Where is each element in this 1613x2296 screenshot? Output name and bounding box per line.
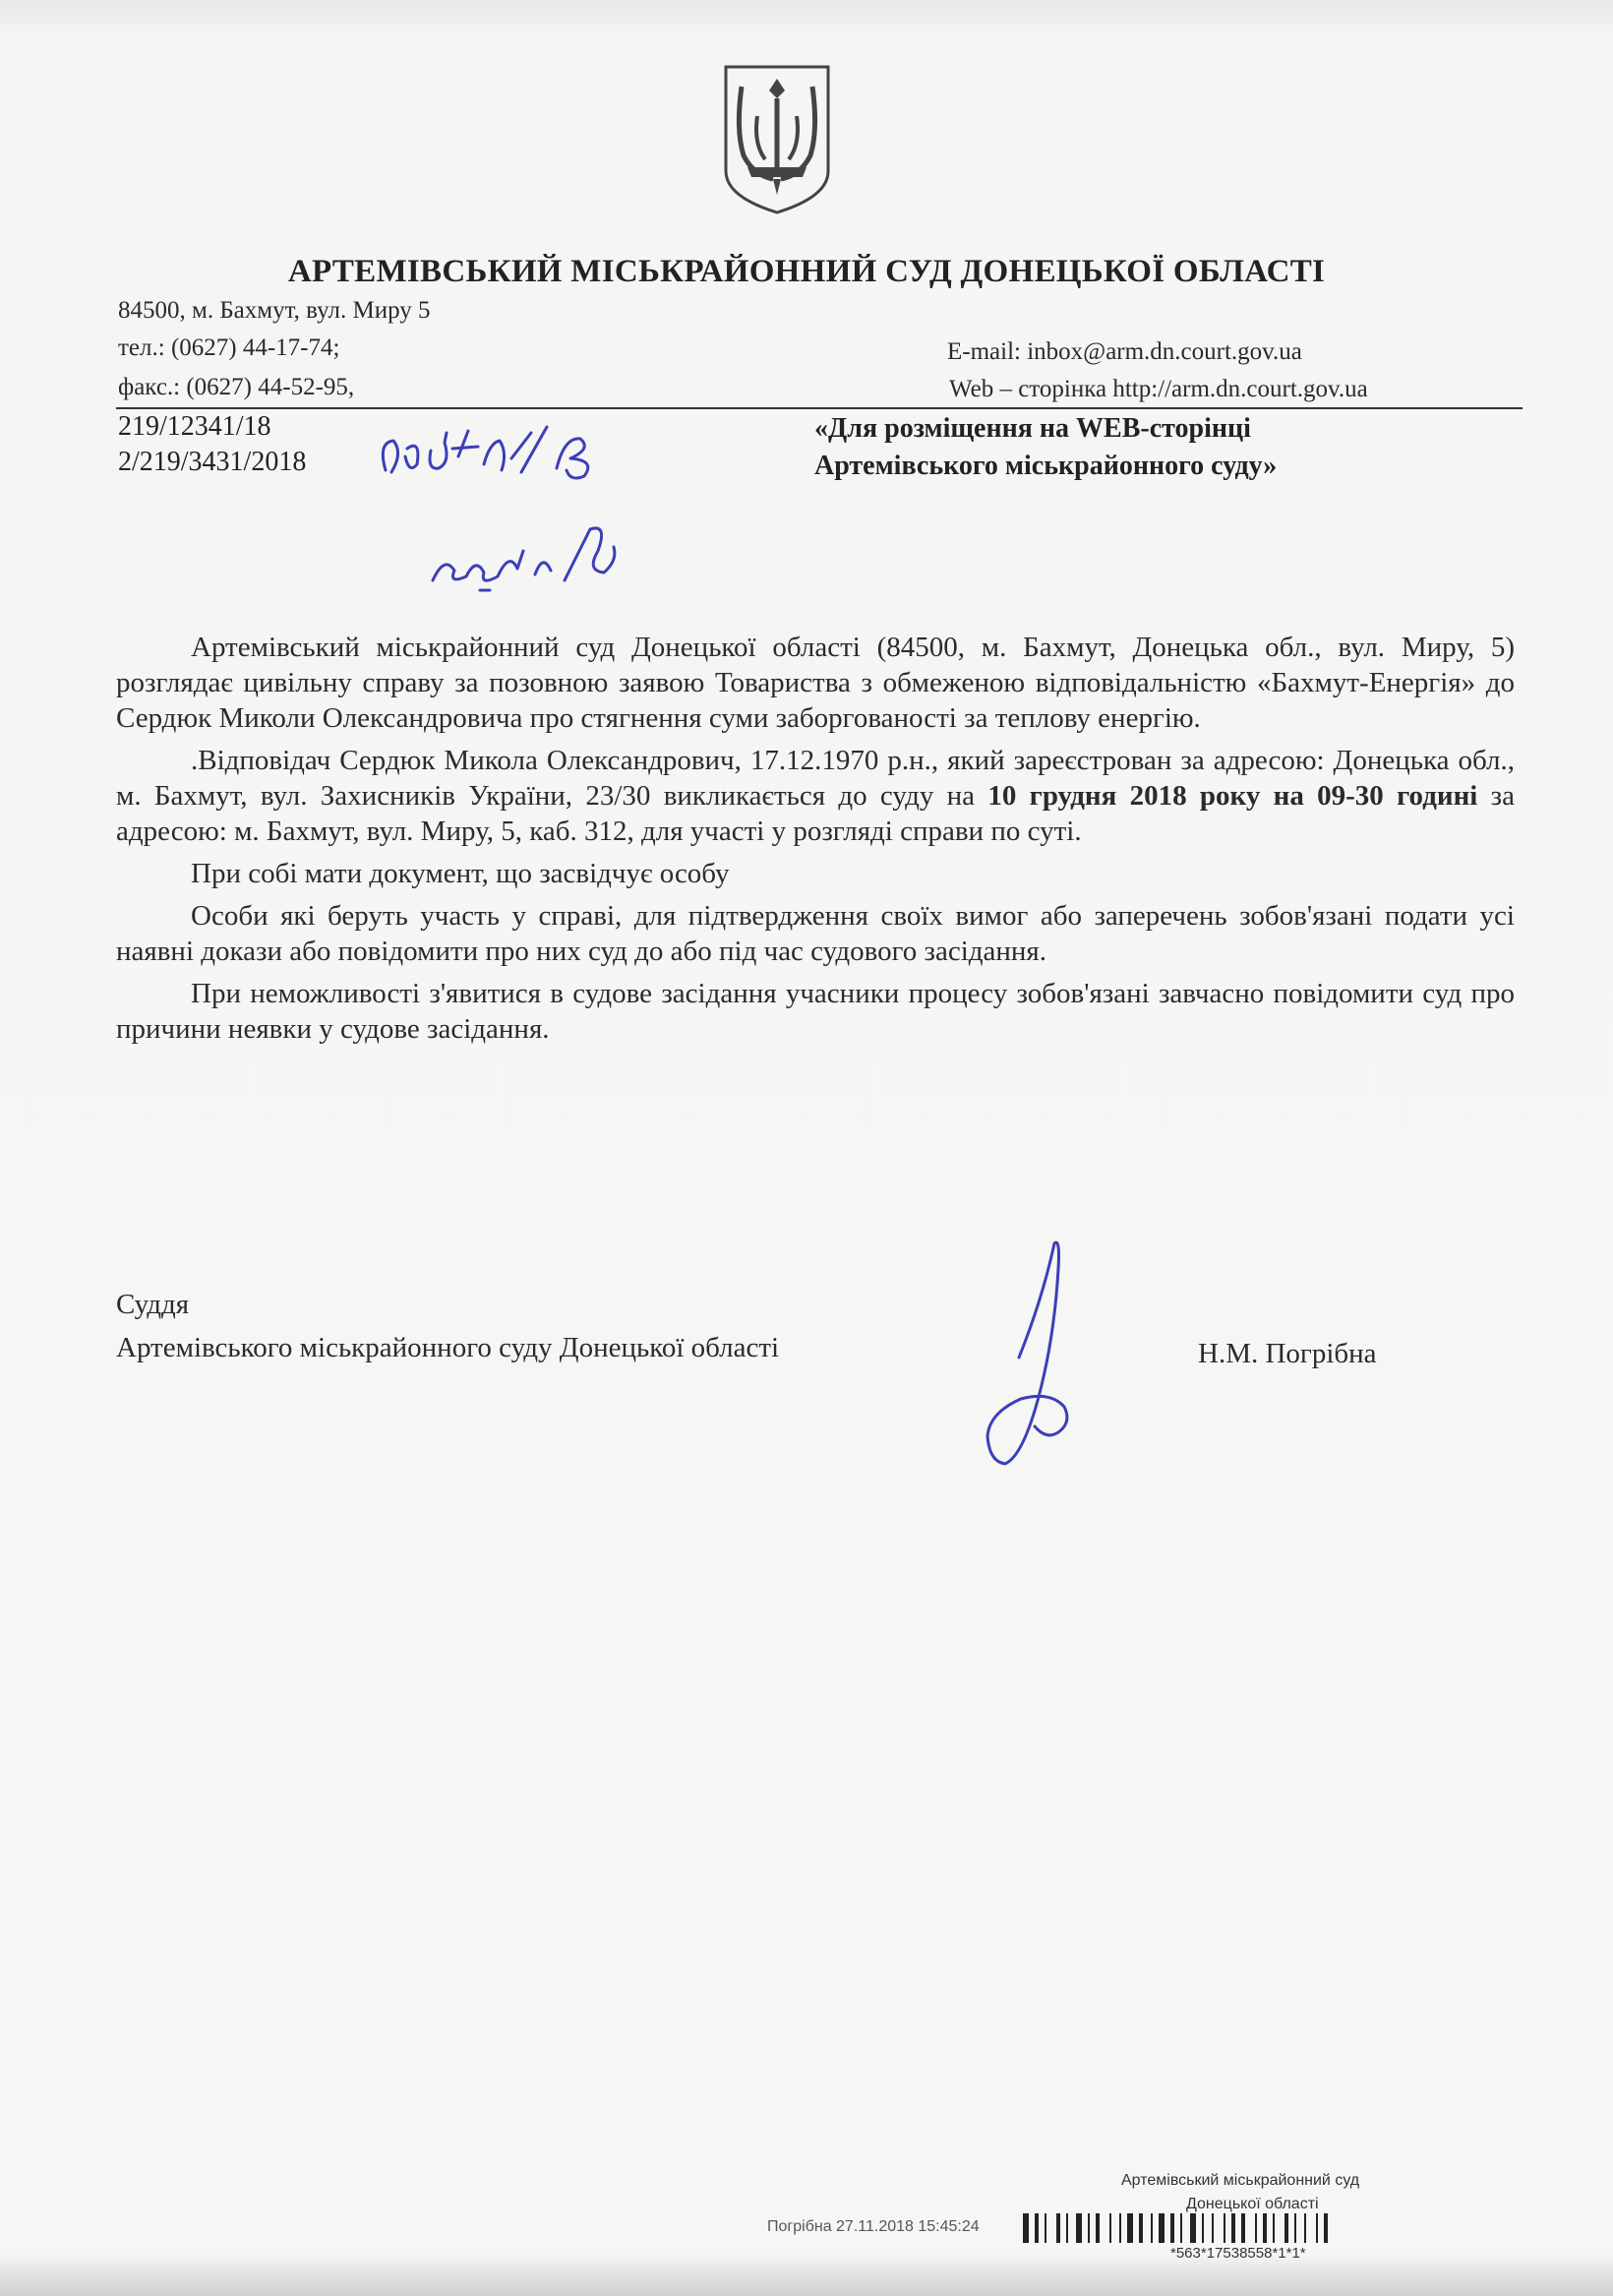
court-website: Web – сторінка http://arm.dn.court.gov.ua bbox=[949, 376, 1368, 402]
court-phone: тел.: (0627) 44-17-74; bbox=[118, 334, 340, 361]
web-placement-note-line-1: «Для розміщення на WEB-сторінці bbox=[814, 413, 1251, 444]
court-email: E-mail: inbox@arm.dn.court.gov.ua bbox=[947, 338, 1302, 365]
barcode-bar bbox=[1076, 2213, 1082, 2243]
handwritten-initials-mark bbox=[421, 512, 647, 600]
barcode-text: *563*17538558*1*1* bbox=[1170, 2245, 1306, 2262]
paragraph-case-description: Артемівський міськрайонний суд Донецької області (84500, м. Бахмут, Донецька обл., вул. Миру, 5) розглядає цивільну справу за позовною заявою Товариства з обмеженою відповідальністю «Бахмут-Енергія» до Сердюк Миколи Олександровича про стягнення суми заборгованості за теплову енергію. bbox=[116, 632, 1515, 734]
barcode-bar bbox=[1255, 2213, 1257, 2243]
barcode-bar bbox=[1190, 2213, 1196, 2243]
barcode-bar bbox=[1316, 2213, 1318, 2243]
barcode-bar bbox=[1127, 2213, 1133, 2243]
barcode-bar bbox=[1139, 2213, 1143, 2243]
judge-court: Артемівського міськрайонного суду Донецької області bbox=[116, 1332, 780, 1363]
barcode-bar bbox=[1151, 2213, 1153, 2243]
court-address: 84500, м. Бахмут, вул. Миру 5 bbox=[118, 297, 431, 324]
barcode-bar bbox=[1045, 2213, 1046, 2243]
barcode-bar bbox=[1294, 2213, 1296, 2243]
paragraph-summons bbox=[116, 743, 1515, 849]
barcode-bar bbox=[1180, 2213, 1182, 2243]
barcode-bar bbox=[1159, 2213, 1165, 2243]
barcode-graphic bbox=[1023, 2213, 1507, 2245]
hearing-date-time: 10 грудня 2018 року на 09-30 годині bbox=[987, 780, 1478, 812]
judge-role: Суддя bbox=[116, 1289, 190, 1320]
handwritten-number-mark bbox=[374, 413, 649, 492]
registration-timestamp: Погрібна 27.11.2018 15:45:24 bbox=[767, 2218, 980, 2235]
barcode-bar bbox=[1241, 2213, 1245, 2243]
barcode-bar bbox=[1119, 2213, 1121, 2243]
case-number: 219/12341/18 bbox=[118, 411, 271, 442]
barcode-bar bbox=[1023, 2213, 1029, 2243]
header-divider bbox=[116, 407, 1523, 409]
judge-signature-mark bbox=[944, 1230, 1102, 1485]
web-placement-note-line-2: Артемівського міськрайонного суду» bbox=[814, 451, 1278, 481]
barcode-bar bbox=[1088, 2213, 1090, 2243]
barcode-bar bbox=[1263, 2213, 1267, 2243]
barcode-bar bbox=[1304, 2213, 1306, 2243]
summons-text-start: .Відповідач Сердюк Микола Олександрович, 17.12.1970 р.н., який зареєстрован за адресою: Донецька обл., м. Бахмут, вул. Захисників України, 23/30 викликається до суду на bbox=[116, 745, 1515, 812]
judge-name: Н.М. Погрібна bbox=[1198, 1338, 1377, 1369]
barcode-bar bbox=[1284, 2213, 1288, 2243]
paragraph-evidence: Особи які беруть участь у справі, для підтвердження своїх вимог або заперечень зобов'язані подати усі наявні докази або повідомити про них суд до або під час судового засідання. bbox=[116, 900, 1515, 967]
barcode-bar bbox=[1324, 2213, 1328, 2243]
notice-body bbox=[116, 630, 1515, 1054]
summons-text-end: за адресою: м. Бахмут, вул. Миру, 5, каб. 312, для участі у розгляді справи по суті. bbox=[116, 780, 1515, 847]
trident-emblem-icon bbox=[718, 61, 836, 216]
barcode-bar bbox=[1109, 2213, 1111, 2243]
court-title: АРТЕМІВСЬКИЙ МІСЬКРАЙОННИЙ СУД ДОНЕЦЬКОЇ ОБЛАСТІ bbox=[287, 254, 1326, 289]
paragraph-absence-notice: При неможливості з'явитися в судове засідання учасники процесу зобов'язані завчасно повідомити суд про причини неявки у судове засідання. bbox=[116, 978, 1515, 1045]
barcode-bar bbox=[1056, 2213, 1060, 2243]
barcode-bar bbox=[1231, 2213, 1235, 2243]
barcode-bar bbox=[1066, 2213, 1068, 2243]
barcode-bar bbox=[1096, 2213, 1100, 2243]
stamp-region-line: Донецької області bbox=[1186, 2196, 1319, 2212]
barcode-bar bbox=[1202, 2213, 1204, 2243]
stamp-court-line: Артемівський міськрайонний суд bbox=[1121, 2172, 1360, 2189]
barcode-bar bbox=[1212, 2213, 1214, 2243]
barcode-bar bbox=[1224, 2213, 1225, 2243]
court-fax: факс.: (0627) 44-52-95, bbox=[118, 374, 355, 400]
barcode-bar bbox=[1035, 2213, 1039, 2243]
proceeding-number: 2/219/3431/2018 bbox=[118, 447, 307, 477]
barcode-bar bbox=[1273, 2213, 1275, 2243]
barcode-bar bbox=[1170, 2213, 1174, 2243]
paragraph-id-document: При собі мати документ, що засвідчує особу bbox=[191, 858, 730, 889]
